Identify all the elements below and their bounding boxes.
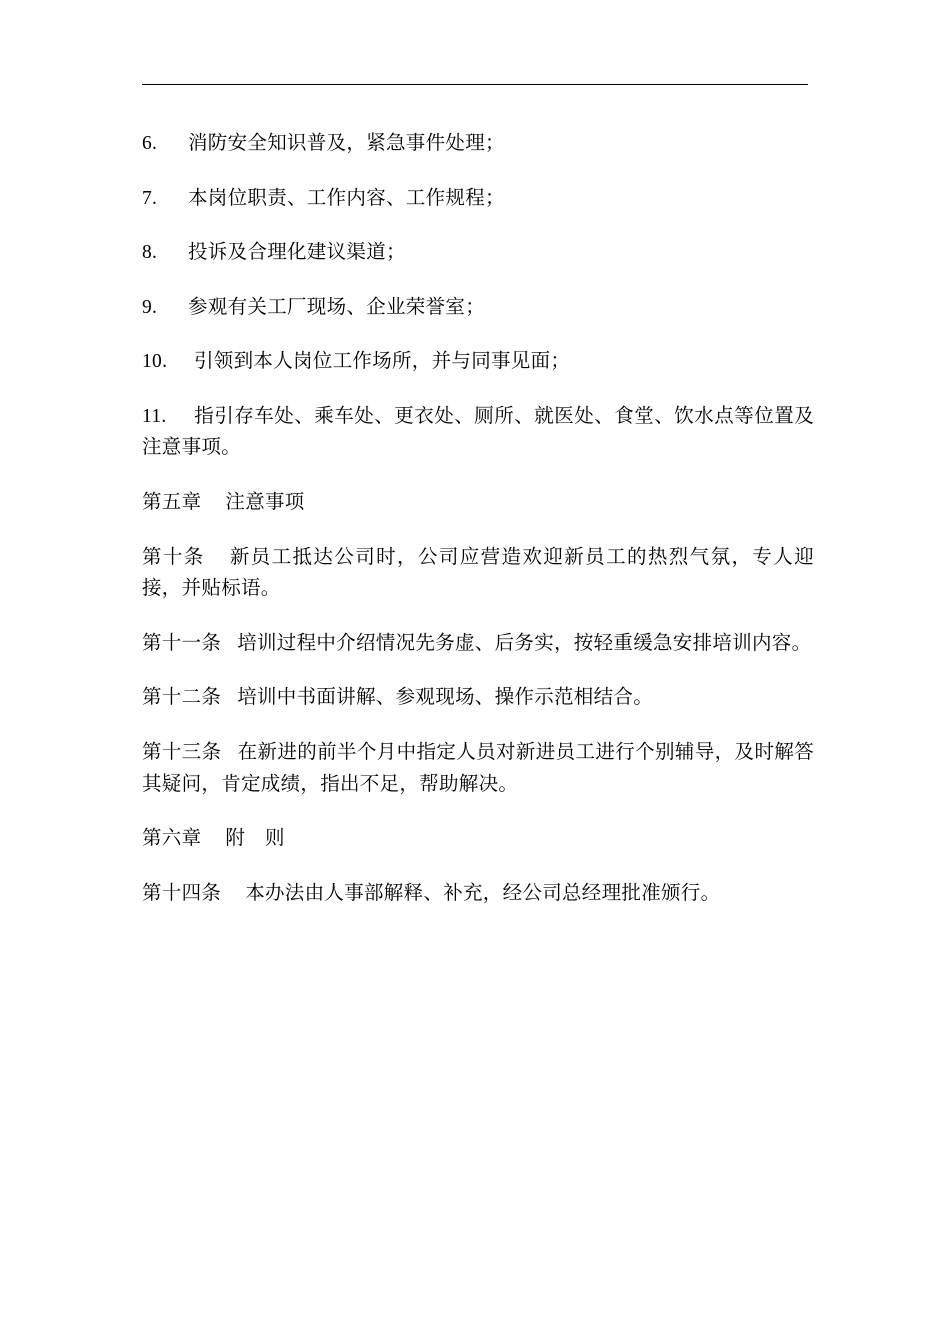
article-text: 培训过程中介绍情况先务虚、后务实，按轻重缓急安排培训内容。: [237, 632, 812, 654]
article-label: 第十三条: [142, 741, 222, 763]
list-item-number: 7.: [142, 187, 158, 209]
article-text: 新员工抵达公司时，公司应营造欢迎新员工的热烈气氛，专人迎接，并贴标语。: [142, 546, 814, 600]
chapter-label: 第六章: [142, 828, 202, 850]
article-paragraph: [142, 628, 814, 660]
list-item: [142, 346, 814, 378]
article-text: 本办法由人事部解释、补充，经公司总经理批准颁行。: [245, 882, 721, 904]
list-item-number: 9.: [142, 296, 158, 318]
article-text: 培训中书面讲解、参观现场、操作示范相结合。: [237, 687, 654, 709]
list-item: [142, 183, 814, 215]
chapter-heading: [142, 487, 814, 519]
article-label: 第十条: [142, 546, 205, 568]
list-item-number: 6.: [142, 133, 158, 154]
list-item-text: 参观有关工厂现场、企业荣誉室；: [188, 296, 486, 318]
list-item: [142, 401, 814, 464]
article-text: 在新进的前半个月中指定人员对新进员工进行个别辅导，及时解答其疑问，肯定成绩，指出不足，帮助解决。: [142, 741, 814, 795]
list-item-text: 本岗位职责、工作内容、工作规程；: [188, 187, 505, 209]
list-item-text: 投诉及合理化建议渠道；: [188, 242, 406, 264]
list-item-text: 引领到本人岗位工作场所，并与同事见面；: [194, 351, 571, 373]
list-item-number: 10.: [142, 351, 168, 373]
chapter-title: 附 则: [225, 828, 285, 850]
list-item-text: 指引存车处、乘车处、更衣处、厕所、就医处、食堂、饮水点等位置及注意事项。: [142, 405, 814, 459]
article-label: 第十二条: [142, 687, 222, 709]
list-item: [142, 237, 814, 269]
list-item-text: 消防安全知识普及，紧急事件处理；: [188, 133, 505, 154]
list-item: [142, 128, 814, 160]
list-item-number: 8.: [142, 242, 158, 264]
article-paragraph: [142, 682, 814, 714]
article-label: 第十一条: [142, 632, 222, 654]
list-item: [142, 292, 814, 324]
article-paragraph: [142, 878, 814, 910]
article-paragraph: [142, 737, 814, 800]
chapter-title: 注意事项: [225, 492, 305, 514]
chapter-label: 第五章: [142, 492, 202, 514]
header-divider: [142, 84, 808, 85]
list-item-number: 11.: [142, 405, 167, 427]
article-label: 第十四条: [142, 882, 222, 904]
chapter-heading: [142, 823, 814, 855]
article-paragraph: [142, 542, 814, 605]
document-body: [142, 128, 814, 932]
